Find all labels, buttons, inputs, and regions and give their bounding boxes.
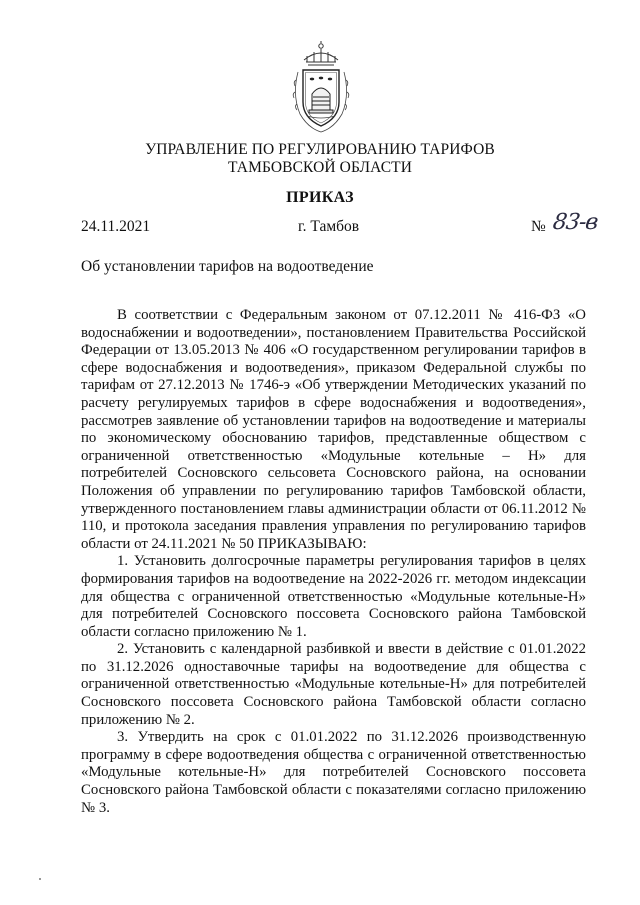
organization-name-line1: УПРАВЛЕНИЕ ПО РЕГУЛИРОВАНИЮ ТАРИФОВ	[145, 141, 495, 158]
document-type-title: ПРИКАЗ	[286, 189, 354, 206]
document-date: 24.11.2021	[81, 218, 151, 235]
order-item-3: 3. Утвердить на срок с 01.01.2022 по 31.12.2026 производственную программу в сфере водоотведения общества с ограниченной ответственностью «Модульные котельные-Н» для потребителей Сосновского поссовета Сосновского района Тамбовской области с показателями согласно приложению № 3.	[81, 729, 586, 816]
document-city: г. Тамбов	[298, 218, 360, 235]
document-number-sign: №	[531, 218, 546, 235]
document-subject: Об установлении тарифов на водоотведение	[81, 258, 374, 275]
tambov-emblem-icon	[290, 40, 352, 136]
order-item-1: 1. Установить долгосрочные параметры регулирования тарифов в целях формирования тарифов на водоотведение на 2022-2026 гг. методом индексации для общества с ограниченной ответственностью «Модульные котельные-Н» для потребителей Сосновского поссовета Сосновского района Тамбовской области согласно приложению № 1.	[81, 553, 586, 640]
scan-speck	[39, 878, 41, 880]
preamble-paragraph: В соответствии с Федеральным законом от 07.12.2011 № 416-ФЗ «О водоснабжении и водоотведении», постановлением Правительства Российской Федерации от 13.05.2013 № 406 «О государственном регулировании тарифов в сфере водоснабжения и водоотведения», приказом Федеральной службы по тарифам от 27.12.2013 № 1746-э «Об утверждении Методических указаний по расчету регулируемых тарифов в сфере водоснабжения и водоотведения», рассмотрев заявление об установлении тарифов на водоотведение и материалы по экономическому обоснованию тарифов, представленные обществом с ограниченной ответственностью «Модульные котельные – Н» для потребителей Сосновского сельсовета Сосновского района, на основании Положения об управлении по регулированию тарифов Тамбовской области, утвержденного постановлением главы администрации области от 06.11.2012 № 110, и протокола заседания правления управления по регулированию тарифов области от 24.11.2021 № 50 ПРИКАЗЫВАЮ:	[81, 307, 586, 552]
order-item-2: 2. Установить с календарной разбивкой и ввести в действие с 01.01.2022 по 31.12.2026 одноставочные тарифы на водоотведение для общества с ограниченной ответственностью «Модульные котельные-Н» для потребителей Сосновского поссовета Сосновского района Тамбовской области согласно приложению № 2.	[81, 641, 586, 728]
document-number-handwritten: 83-в	[551, 210, 599, 235]
organization-name-line2: ТАМБОВСКОЙ ОБЛАСТИ	[228, 159, 412, 176]
document-body	[81, 307, 586, 817]
